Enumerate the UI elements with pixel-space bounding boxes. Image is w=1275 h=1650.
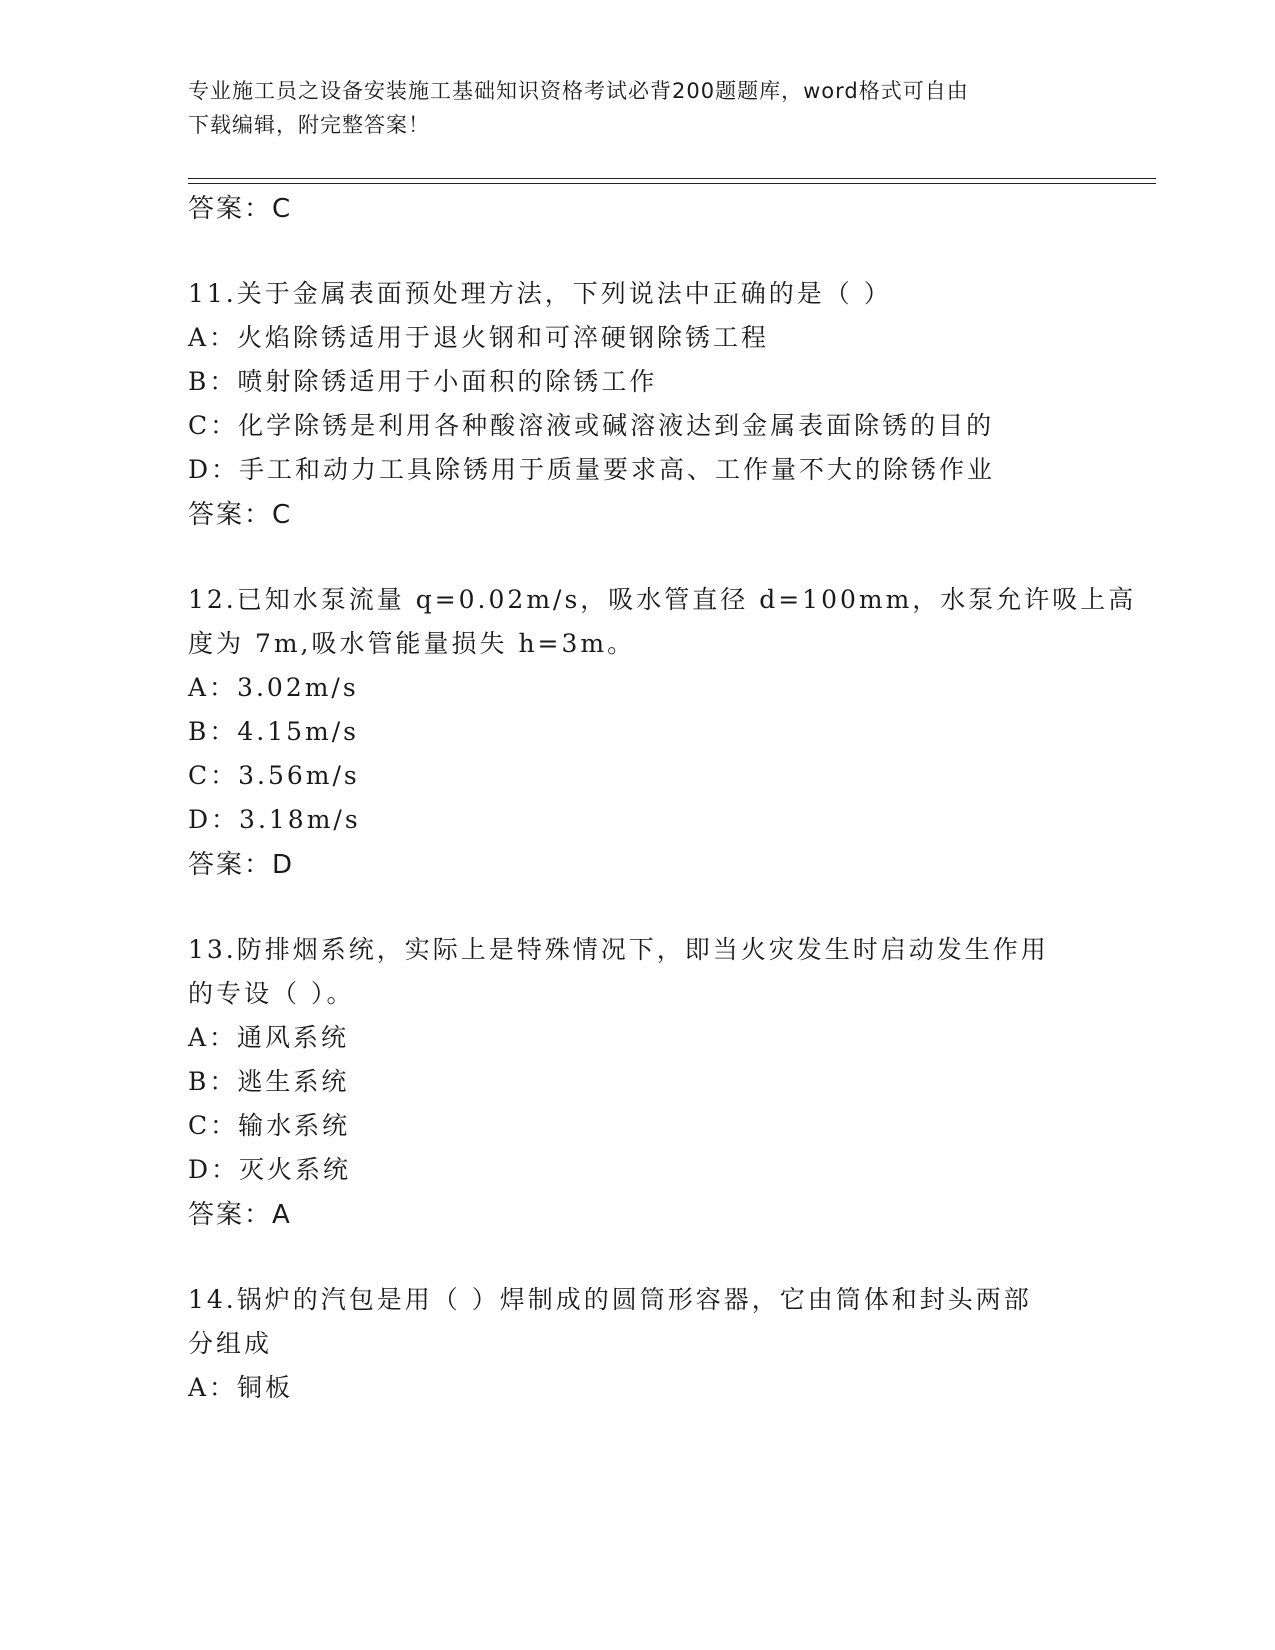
header-divider-bottom bbox=[188, 183, 1156, 184]
question-12-stem-line-2: 度为 7m,吸水管能量损失 h=3m。 bbox=[188, 629, 636, 658]
previous-answer: 答案：C bbox=[188, 194, 293, 224]
question-12-stem-line-1: 12.已知水泵流量 q=0.02m/s，吸水管直径 d=100mm，水泵允许吸上高 bbox=[188, 585, 1137, 614]
question-13-stem-line-1: 13.防排烟系统，实际上是特殊情况下，即当火灾发生时启动发生作用 bbox=[188, 935, 1049, 964]
question-11-option-c: C：化学除锈是利用各种酸溶液或碱溶液达到金属表面除锈的目的 bbox=[188, 411, 995, 440]
question-13-answer: 答案：A bbox=[188, 1200, 292, 1230]
question-13-option-b: B：逃生系统 bbox=[188, 1067, 350, 1096]
question-13-stem-line-2: 的专设（ ）。 bbox=[188, 979, 355, 1008]
question-12-option-c: C：3.56m/s bbox=[188, 761, 360, 790]
question-12-option-b: B：4.15m/s bbox=[188, 717, 359, 746]
question-11-option-d: D：手工和动力工具除锈用于质量要求高、工作量不大的除锈作业 bbox=[188, 455, 996, 484]
question-13-option-d: D：灭火系统 bbox=[188, 1155, 352, 1184]
question-12-option-a: A：3.02m/s bbox=[188, 673, 359, 702]
question-14-option-a: A：铜板 bbox=[188, 1373, 294, 1402]
question-11-answer: 答案：C bbox=[188, 500, 293, 530]
question-12-option-d: D：3.18m/s bbox=[188, 805, 361, 834]
question-13-option-a: A：通风系统 bbox=[188, 1023, 350, 1052]
question-11-option-b: B：喷射除锈适用于小面积的除锈工作 bbox=[188, 367, 658, 396]
question-11-option-a: A：火焰除锈适用于退火钢和可淬硬钢除锈工程 bbox=[188, 323, 770, 352]
header-line-1: 专业施工员之设备安装施工基础知识资格考试必背200题题库，word格式可自由 bbox=[188, 79, 969, 103]
question-12-answer: 答案：D bbox=[188, 850, 295, 880]
document-header bbox=[188, 74, 1068, 142]
question-11-stem: 11.关于金属表面预处理方法，下列说法中正确的是（ ） bbox=[188, 279, 892, 308]
header-line-2: 下载编辑，附完整答案！ bbox=[188, 113, 430, 137]
question-14-stem-line-1: 14.锅炉的汽包是用（ ）焊制成的圆筒形容器，它由筒体和封头两部 bbox=[188, 1285, 1032, 1314]
question-14-stem-line-2: 分组成 bbox=[188, 1329, 273, 1358]
question-13-option-c: C：输水系统 bbox=[188, 1111, 351, 1140]
header-divider-top bbox=[188, 178, 1156, 179]
